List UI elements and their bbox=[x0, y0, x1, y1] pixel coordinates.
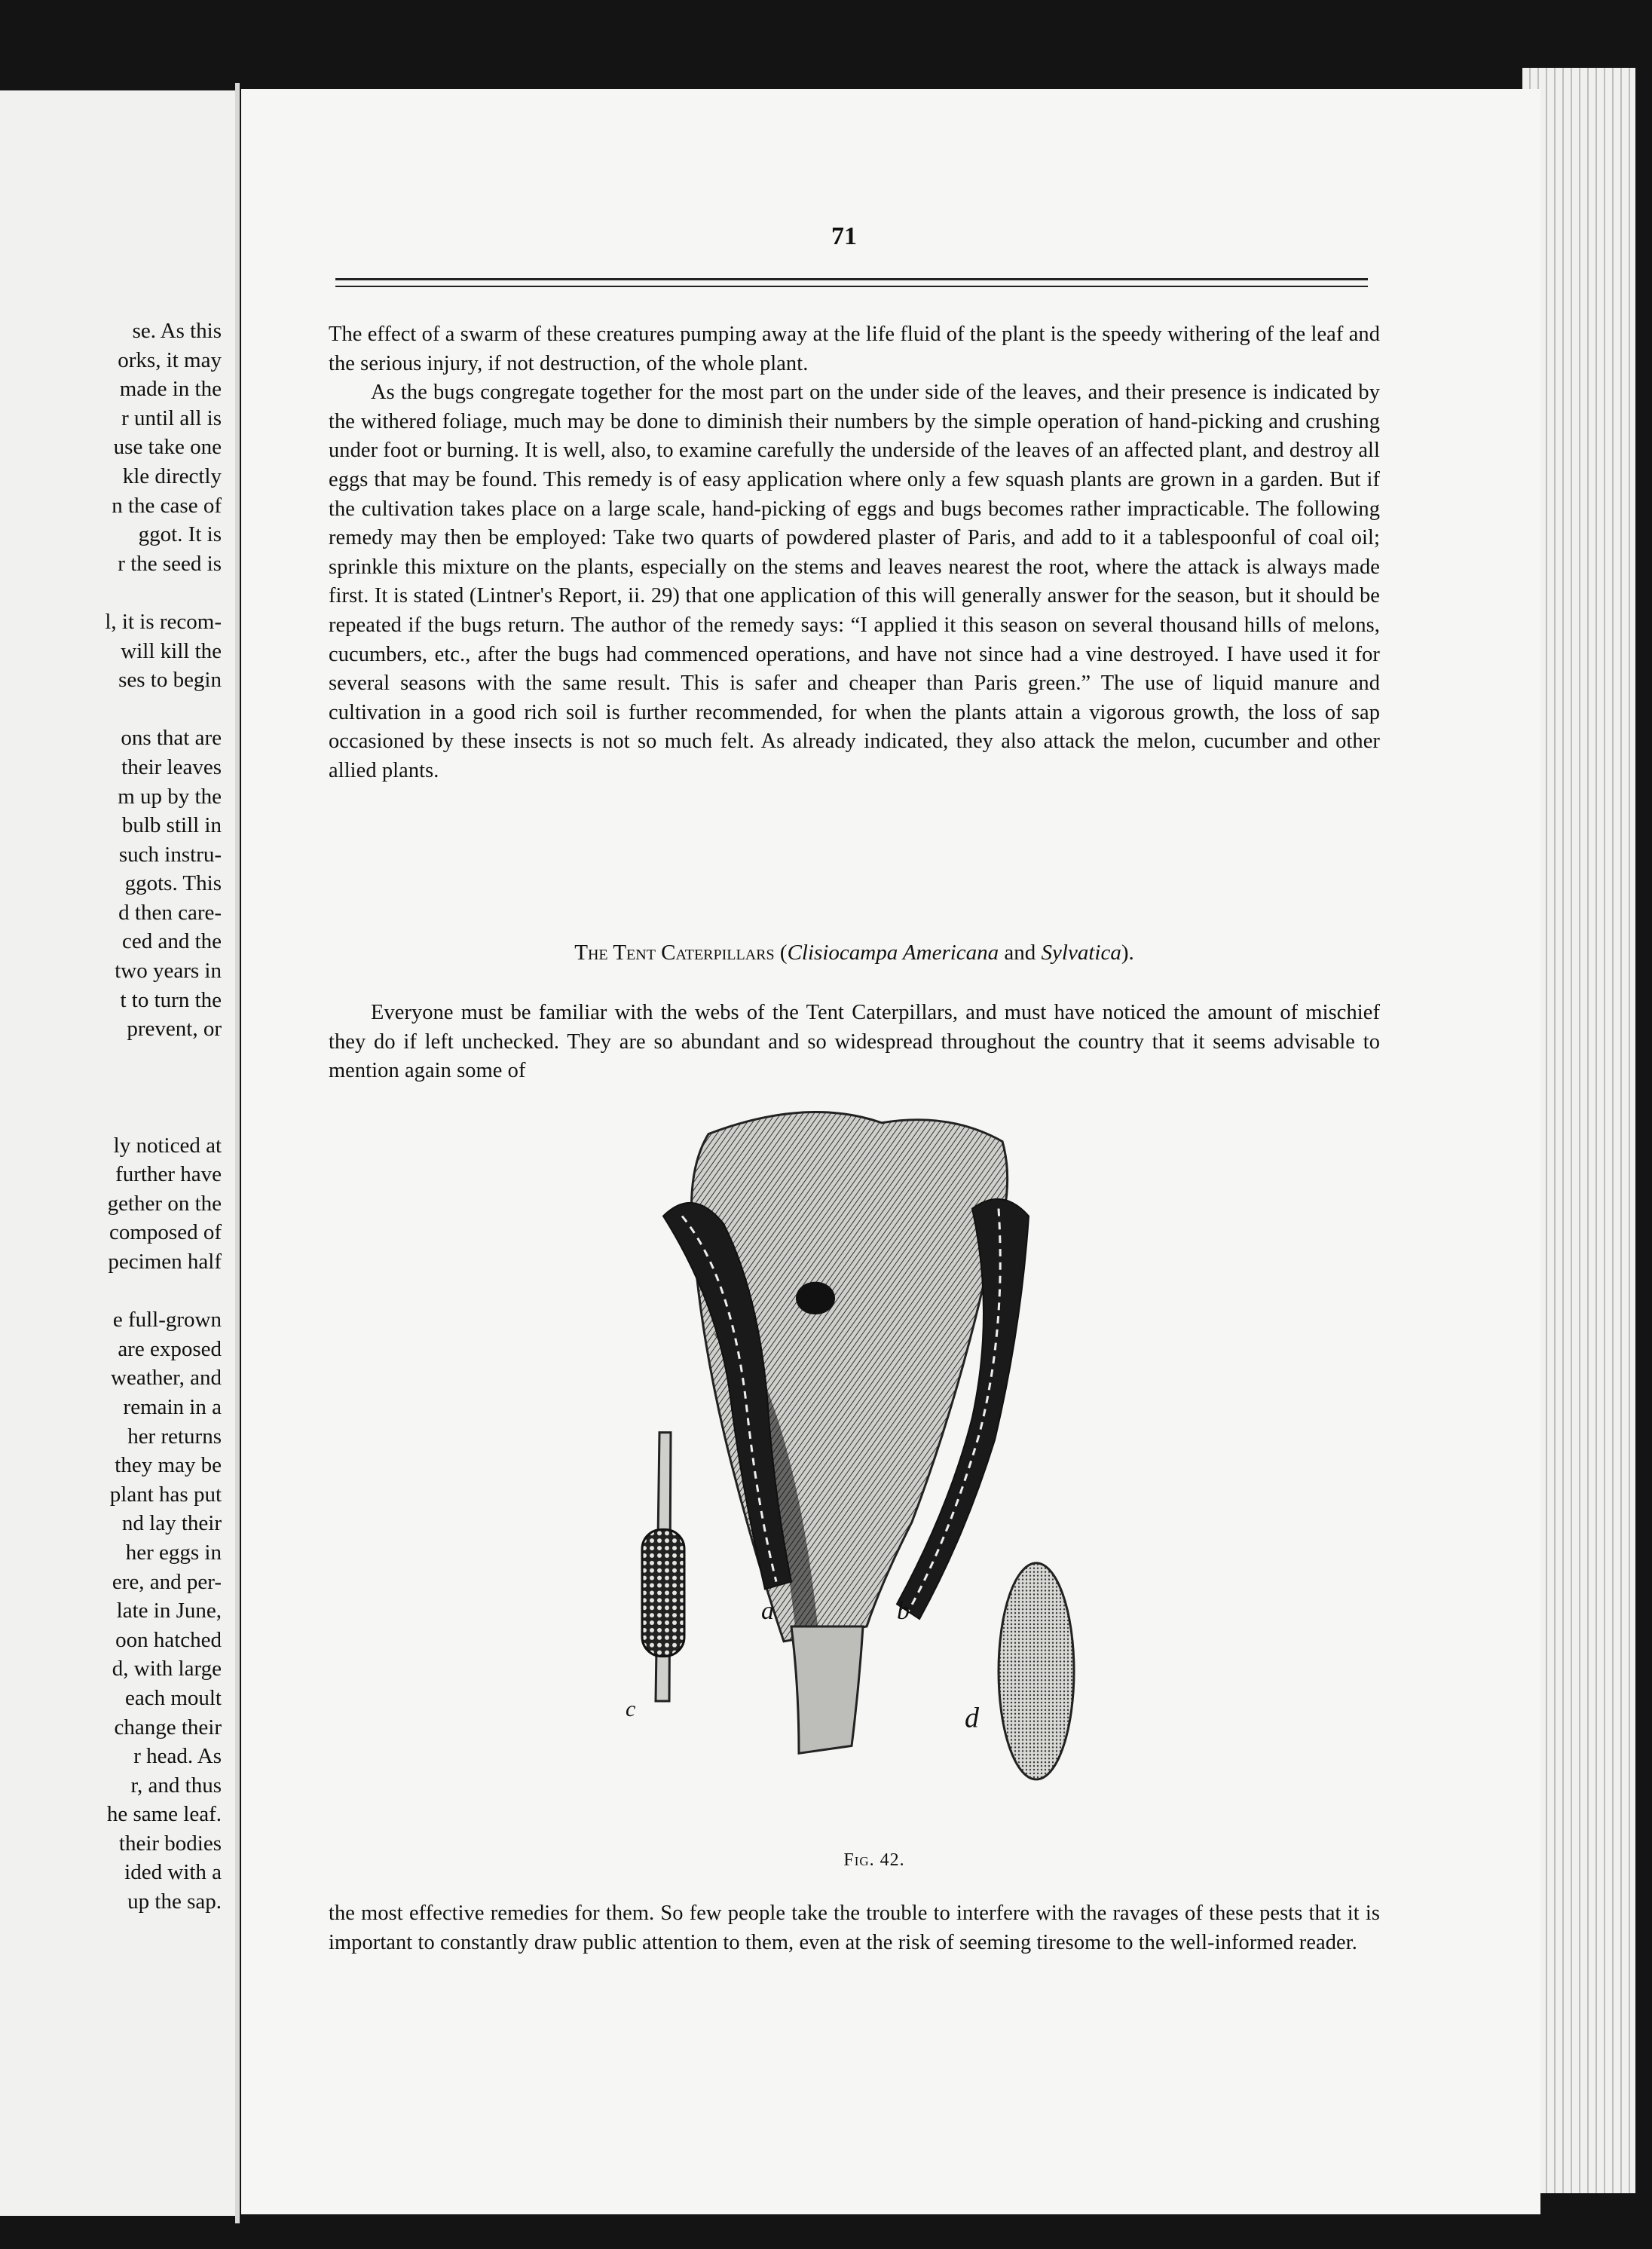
paragraph-tent-caterpillars: Everyone must be familiar with the webs of the Tent Caterpillars, and must have noticed the amount of mischief they do if left unchecked. They are so abundant and so widespread throughout the country that it seems advisable to mention again some of bbox=[329, 1001, 1380, 1083]
left-page-line: such instru- bbox=[118, 842, 222, 867]
left-page-line: they may be bbox=[115, 1453, 222, 1478]
figure-label-d: d bbox=[965, 1702, 980, 1734]
left-page-line: ided with a bbox=[124, 1860, 222, 1885]
left-page-line: ggots. This bbox=[124, 871, 222, 896]
paragraph-remedies: As the bugs congregate together for the most part on the under side of the leaves, and their presence is indicated by the withered foliage, much may be done to diminish their numbers by the simple operation of hand-picking and crushing under foot or burning. It is well, also, to examine carefully the underside of the leaves of an affected plant, and destroy all eggs that may be found. This remedy is of easy application where only a few squash plants are grown in a garden. But if the cultivation takes place on a large scale, hand-picking of eggs and bugs becomes rather impracticable. The following remedy may then be employed: Take two quarts of powdered plaster of Paris, and add to it a tablespoonful of coal oil; sprinkle this mixture on the plants, especially on the stems and leaves nearest the root, where the attack is always made first. It is stated (Lintner's Report, ii. 29) that one application of this will generally answer for the season, but it should be repeated if the bugs return. The author of the remedy says: “I applied it this season on several thousand hills of melons, cucumbers, etc., after the bugs had commenced operations, and have not since had a vine destroyed. I have used it for several seasons with the same result. This is safer and cheaper than Paris green.” The use of liquid manure and cultivation in a good rich soil is further recommended, for when the plants attain a vigorous growth, the loss of sap occasioned by these insects is not so much felt. As already indicated, they also attack the melon, cucumber and other allied plants. bbox=[329, 381, 1380, 782]
left-page-line: n the case of bbox=[112, 493, 222, 518]
figure-caption: Fig. 42. bbox=[843, 1850, 905, 1870]
left-page-line: prevent, or bbox=[127, 1017, 222, 1042]
left-page-line: weather, and bbox=[111, 1366, 222, 1391]
left-page-line: pecimen half bbox=[108, 1250, 222, 1274]
page-number: 71 bbox=[831, 222, 857, 250]
left-page-line: her returns bbox=[127, 1424, 222, 1449]
left-page-line: will kill the bbox=[121, 638, 222, 663]
left-page-line: se. As this bbox=[132, 319, 222, 343]
left-page-line: e full-grown bbox=[112, 1308, 222, 1333]
left-page-line: ons that are bbox=[121, 726, 222, 751]
left-page-line: late in June, bbox=[116, 1599, 222, 1623]
body-text-top bbox=[329, 320, 1380, 786]
left-page-line: orks, it may bbox=[118, 347, 222, 372]
left-page-line: plant has put bbox=[109, 1482, 222, 1507]
left-page-line: two years in bbox=[115, 959, 222, 984]
left-page-line: their bodies bbox=[118, 1831, 222, 1856]
left-page-line: l, it is recom- bbox=[105, 609, 222, 634]
left-page-line: kle directly bbox=[122, 464, 222, 488]
left-page-line: r the seed is bbox=[118, 551, 222, 576]
book-gutter bbox=[235, 83, 240, 2223]
left-facing-page bbox=[0, 90, 235, 2216]
left-page-line: change their bbox=[114, 1715, 222, 1740]
left-page-line: made in the bbox=[119, 377, 222, 402]
left-page-line: d, with large bbox=[112, 1657, 222, 1681]
left-page-line: composed of bbox=[109, 1220, 222, 1245]
header-rule-thin bbox=[335, 286, 1368, 287]
paragraph-effective-remedies: the most effective remedies for them. So few people take the trouble to interfere with the ravages of these pests that it is important to constantly draw public attention to them, even at the risk of seeming tiresome to the well-informed reader. bbox=[329, 1902, 1380, 1954]
section-heading: The Tent Caterpillars (Clisiocampa Americana and Sylvatica). bbox=[574, 941, 1134, 965]
left-page-line bbox=[0, 1102, 222, 1131]
left-page-line: ly noticed at bbox=[113, 1133, 222, 1158]
header-rule-thick bbox=[335, 278, 1368, 280]
heading-species: Clisiocampa Americana bbox=[787, 941, 999, 965]
left-page-line: up the sap. bbox=[127, 1889, 222, 1914]
left-page-line: each moult bbox=[124, 1685, 222, 1710]
left-page-line bbox=[0, 1072, 222, 1102]
left-page-line: bulb still in bbox=[121, 813, 222, 838]
left-page-text-column bbox=[0, 317, 222, 1917]
figure-label-b: b bbox=[897, 1597, 910, 1626]
body-text-middle bbox=[329, 999, 1380, 1086]
left-page-line: nd lay their bbox=[121, 1511, 222, 1536]
left-page-line: ses to begin bbox=[118, 668, 222, 693]
figure-label-c: c bbox=[626, 1696, 636, 1721]
left-page-line: m up by the bbox=[118, 784, 222, 809]
left-page-line: ced and the bbox=[121, 929, 222, 954]
left-page-line: her eggs in bbox=[125, 1540, 222, 1565]
left-page-line: r, and thus bbox=[130, 1773, 222, 1798]
left-page-line: he same leaf. bbox=[106, 1802, 222, 1827]
left-page-line: d then care- bbox=[118, 900, 222, 925]
left-page-line: ere, and per- bbox=[112, 1569, 222, 1594]
left-page-line: gether on the bbox=[107, 1191, 222, 1216]
left-page-line: are exposed bbox=[118, 1336, 222, 1361]
heading-title: The Tent Caterpillars bbox=[574, 941, 775, 965]
left-page-line: their leaves bbox=[121, 754, 222, 779]
left-page-line: further have bbox=[115, 1162, 222, 1187]
left-page-line: oon hatched bbox=[115, 1627, 222, 1652]
left-page-line: r head. As bbox=[133, 1744, 222, 1769]
paragraph-swarm-effect: The effect of a swarm of these creatures pumping away at the life fluid of the plant is the speedy withering of the leaf and the serious injury, if not destruction, of the whole plant. bbox=[329, 323, 1380, 375]
left-page-line: r until all is bbox=[121, 405, 222, 430]
left-page-line bbox=[0, 1044, 222, 1073]
left-page-line bbox=[0, 578, 222, 607]
tent-caterpillar-illustration bbox=[610, 1104, 1138, 1850]
left-page-line: t to turn the bbox=[120, 987, 222, 1012]
left-page-line bbox=[0, 695, 222, 724]
body-text-bottom bbox=[329, 1899, 1380, 1957]
heading-species-2: Sylvatica bbox=[1041, 941, 1121, 965]
left-page-line: ggot. It is bbox=[138, 522, 222, 547]
left-page-line bbox=[0, 1277, 222, 1306]
left-page-line: use take one bbox=[113, 435, 222, 460]
figure-label-a: a bbox=[761, 1597, 775, 1626]
left-page-line: remain in a bbox=[123, 1394, 222, 1419]
